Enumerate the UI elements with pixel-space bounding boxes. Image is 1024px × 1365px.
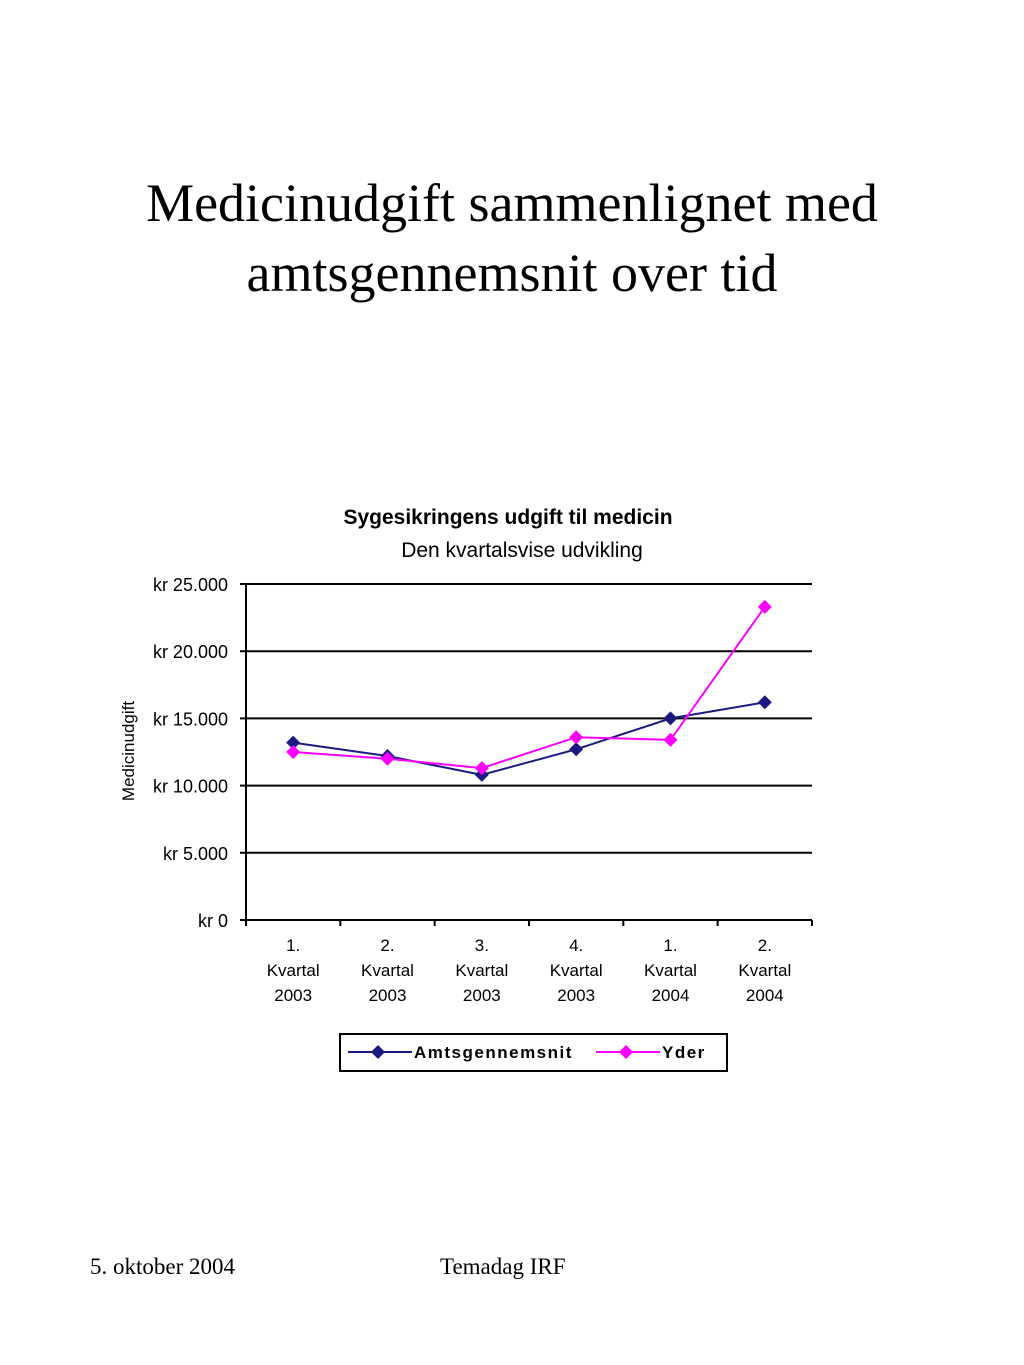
gridlines [246, 584, 812, 853]
series-line [293, 607, 765, 768]
chart-title: Sygesikringens udgift til medicin [343, 506, 673, 529]
x-tick-label: Kvartal [738, 961, 792, 980]
x-tick-label: Kvartal [549, 961, 603, 980]
data-point [381, 752, 395, 766]
y-tick-label: kr 0 [197, 911, 228, 931]
x-tick-label: 2004 [651, 986, 690, 1005]
x-tick-label: Kvartal [455, 961, 509, 980]
x-tick-label: 2003 [274, 986, 313, 1005]
x-tick-label: 2004 [745, 986, 784, 1005]
x-tick-label: 3. [474, 936, 489, 955]
legend-label: Yder [662, 1043, 706, 1062]
x-tick-label: 2. [757, 936, 772, 955]
x-tick-label: Kvartal [266, 961, 320, 980]
chart-subtitle: Den kvartalsvise udvikling [401, 539, 643, 562]
series-layer [286, 600, 772, 782]
y-tick-label: kr 20.000 [152, 642, 228, 663]
x-tick-label: 2003 [368, 986, 407, 1005]
y-axis-ticks [153, 575, 246, 931]
footer-date: 5. oktober 2004 [90, 1254, 236, 1279]
x-tick-label: Kvartal [644, 961, 697, 980]
data-point [758, 695, 772, 709]
x-tick-label: 2. [380, 936, 395, 955]
x-tick-label: 2003 [462, 986, 501, 1005]
x-tick-label: 2003 [557, 986, 596, 1005]
x-tick-label: 1. [663, 936, 678, 955]
data-point [569, 742, 583, 756]
y-tick-label: kr 25.000 [152, 575, 228, 595]
y-tick-label: kr 5.000 [162, 843, 228, 864]
slide-title-line-2: amtsgennemsnit over tid [246, 243, 778, 303]
x-tick-label: 1. [286, 936, 301, 955]
x-axis-ticks [246, 920, 812, 1005]
footer-event: Temadag IRF [440, 1254, 566, 1279]
data-point [664, 711, 678, 725]
legend [340, 1034, 727, 1071]
x-tick-label: Kvartal [361, 961, 414, 980]
y-axis-label: Medicinudgift [119, 700, 138, 802]
x-tick-label: 4. [569, 936, 584, 955]
data-point [664, 733, 678, 747]
data-point [569, 730, 583, 744]
slide-title-line-1: Medicinudgift sammenlignet med [146, 173, 878, 233]
y-tick-label: kr 15.000 [152, 709, 228, 730]
data-point [286, 745, 300, 759]
series-line [293, 702, 765, 775]
legend-label: Amtsgennemsnit [414, 1043, 573, 1062]
y-tick-label: kr 10.000 [152, 776, 228, 797]
data-point [758, 600, 772, 614]
